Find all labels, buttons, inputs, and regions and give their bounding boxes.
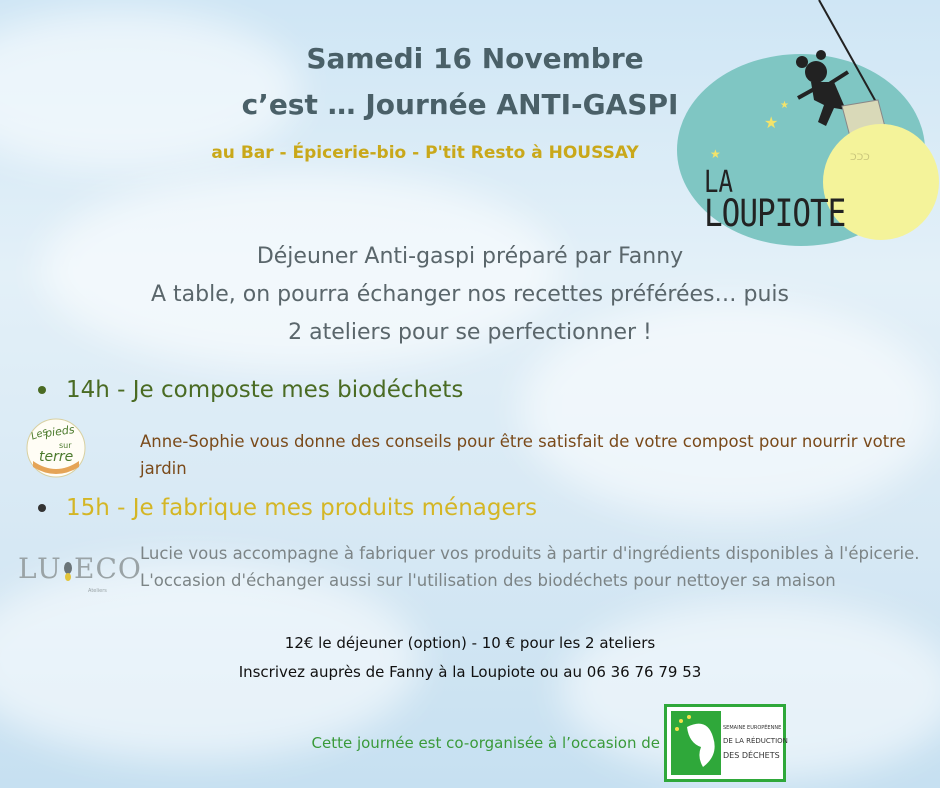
pieds-sur-terre-logo — [25, 417, 87, 479]
bullet-dot — [38, 386, 46, 394]
event-title: c’est … Journée ANTI-GASPI — [241, 88, 679, 121]
loupiote-logo — [676, 0, 940, 252]
svg-text:★: ★ — [710, 147, 721, 161]
svg-text:ᑐᑐᑐ: ᑐᑐᑐ — [850, 153, 870, 163]
firefly-icon — [62, 560, 74, 582]
event-date: Samedi 16 Novembre — [306, 42, 644, 75]
workshop-2-title — [38, 495, 888, 521]
lueco-logo-eco: ECO — [74, 552, 142, 585]
workshop-1-title-text: 14h - Je composte mes biodéchets — [66, 377, 464, 403]
lueco-logo-ateliers: Ateliers — [88, 588, 107, 594]
workshop-1-description: Anne-Sophie vous donne des conseils pour être satisfait de votre compost pour nourrir votre jardin — [140, 432, 906, 478]
coorganization-note: Cette journée est co-organisée à l’occasion de — [311, 734, 660, 752]
intro-line: Déjeuner Anti-gaspi préparé par Fanny — [256, 244, 684, 269]
svg-text:★: ★ — [780, 100, 789, 111]
intro-line: A table, on pourra échanger nos recettes préférées… puis — [151, 282, 789, 307]
serd-logo-line: DE LA RÉDUCTION — [723, 737, 788, 745]
logo-text: Les — [29, 426, 50, 443]
lueco-logo — [18, 550, 142, 600]
serd-logo-line: DES DÉCHETS — [723, 751, 780, 760]
workshop-2-title-text: 15h - Je fabrique mes produits ménagers — [66, 495, 538, 521]
signup-info: Inscrivez auprès de Fanny à la Loupiote ou au 06 36 76 79 53 — [238, 663, 702, 681]
logo-text: terre — [39, 449, 74, 465]
serd-logo-line: SEMAINE EUROPÉENNE — [723, 725, 782, 731]
lueco-logo-lu: LU — [18, 552, 63, 585]
workshop-1-title — [38, 377, 888, 403]
svg-text:★: ★ — [764, 113, 779, 132]
event-venue: au Bar - Épicerie-bio - P'tit Resto à HOUSSAY — [211, 143, 639, 163]
serd-logo — [664, 704, 786, 782]
price-info: 12€ le déjeuner (option) - 10 € pour les 2 ateliers — [284, 634, 656, 652]
intro-line: 2 ateliers pour se perfectionner ! — [288, 320, 652, 345]
intro-text — [0, 238, 940, 352]
bullet-dot — [38, 504, 46, 512]
loupiote-logo-la: LA — [704, 164, 733, 200]
workshop-2-description: Lucie vous accompagne à fabriquer vos produits à partir d'ingrédients disponibles à l'épicerie. L'occasion d'échanger aussi sur l'utilisation des biodéchets pour nettoyer sa maison — [140, 544, 920, 590]
loupiote-logo-name: LOUPIOTE — [704, 192, 846, 236]
logo-text: sur — [59, 441, 72, 450]
logo-text: pieds — [44, 423, 76, 440]
